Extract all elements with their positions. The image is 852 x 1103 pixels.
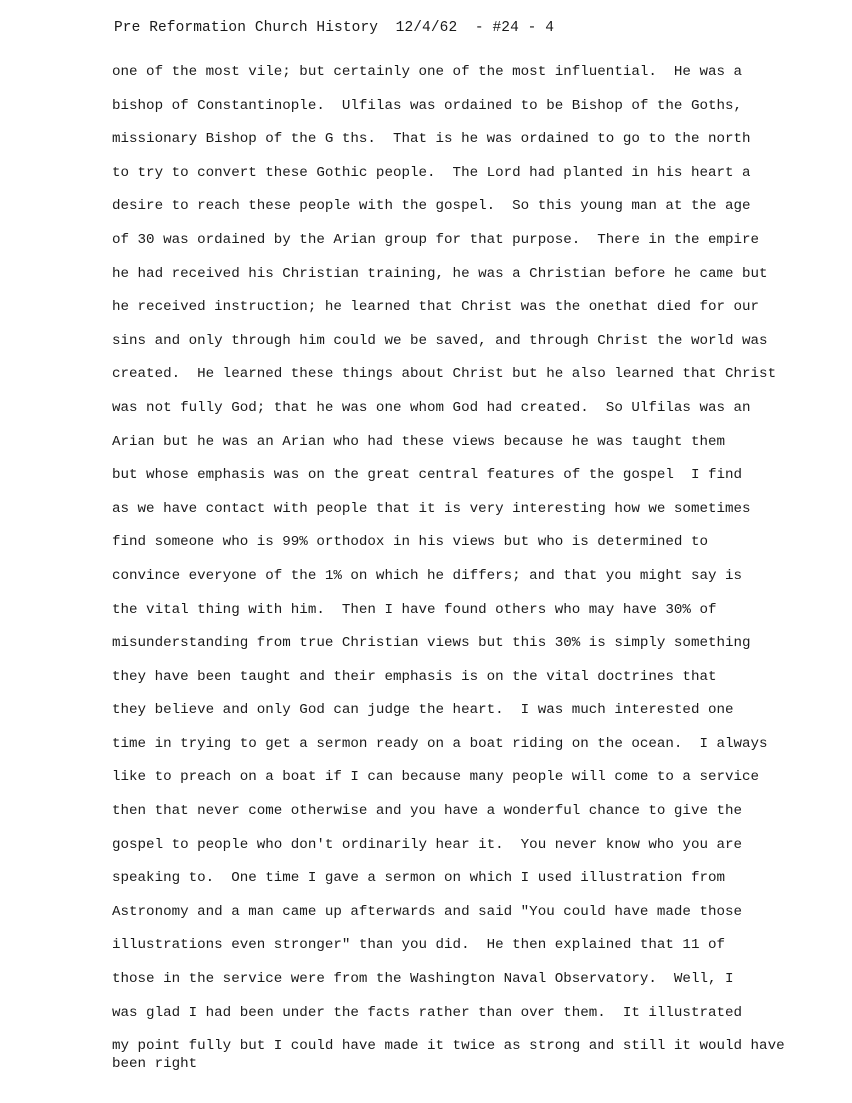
text-line: was not fully God; that he was one whom God had created. So Ulfilas was an bbox=[112, 399, 751, 416]
text-line: been right bbox=[112, 1056, 198, 1073]
text-line: missionary Bishop of the G ths. That is he was ordained to go to the north bbox=[112, 131, 751, 148]
text-line: convince everyone of the 1% on which he differs; and that you might say is bbox=[112, 567, 743, 584]
text-line: they have been taught and their emphasis is on the vital doctrines that bbox=[112, 668, 717, 685]
text-line: one of the most vile; but certainly one of the most influential. He was a bbox=[112, 64, 743, 80]
text-line: Astronomy and a man came up afterwards and said "You could have made those bbox=[112, 903, 743, 920]
text-line: they believe and only God can judge the heart. I was much interested one bbox=[112, 702, 734, 719]
text-line: desire to reach these people with the gospel. So this young man at the age bbox=[112, 198, 751, 215]
body-text bbox=[112, 63, 812, 1073]
text-line: misunderstanding from true Christian views but this 30% is simply something bbox=[112, 635, 751, 652]
text-line: then that never come otherwise and you have a wonderful chance to give the bbox=[112, 803, 743, 820]
text-line: but whose emphasis was on the great central features of the gospel I find bbox=[112, 467, 743, 484]
page-header: Pre Reformation Church History 12/4/62 - #24 - 4 bbox=[114, 20, 555, 36]
text-line: speaking to. One time I gave a sermon on which I used illustration from bbox=[112, 870, 725, 887]
text-line: created. He learned these things about Christ but he also learned that Christ bbox=[112, 366, 777, 383]
text-line: the vital thing with him. Then I have found others who may have 30% of bbox=[112, 601, 717, 618]
text-line: my point fully but I could have made it twice as strong and still it would have bbox=[112, 1038, 785, 1055]
text-line: sins and only through him could we be saved, and through Christ the world was bbox=[112, 332, 768, 349]
text-line: as we have contact with people that it is very interesting how we sometimes bbox=[112, 500, 751, 517]
text-line: was glad I had been under the facts rather than over them. It illustrated bbox=[112, 1004, 743, 1021]
text-line: like to preach on a boat if I can because many people will come to a service bbox=[112, 769, 760, 786]
text-line: illustrations even stronger" than you did. He then explained that 11 of bbox=[112, 937, 725, 954]
text-line: to try to convert these Gothic people. The Lord had planted in his heart a bbox=[112, 164, 751, 181]
text-line: time in trying to get a sermon ready on a boat riding on the ocean. I always bbox=[112, 735, 768, 752]
text-line: gospel to people who don't ordinarily hear it. You never know who you are bbox=[112, 836, 743, 853]
text-line: those in the service were from the Washington Naval Observatory. Well, I bbox=[112, 971, 734, 988]
text-line: he had received his Christian training, he was a Christian before he came but bbox=[112, 265, 768, 282]
text-line: he received instruction; he learned that Christ was the onethat died for our bbox=[112, 299, 760, 316]
text-line: bishop of Constantinople. Ulfilas was ordained to be Bishop of the Goths, bbox=[112, 97, 743, 114]
text-line: Arian but he was an Arian who had these views because he was taught them bbox=[112, 433, 725, 450]
text-line: find someone who is 99% orthodox in his views but who is determined to bbox=[112, 534, 708, 551]
text-line: of 30 was ordained by the Arian group for that purpose. There in the empire bbox=[112, 231, 760, 248]
